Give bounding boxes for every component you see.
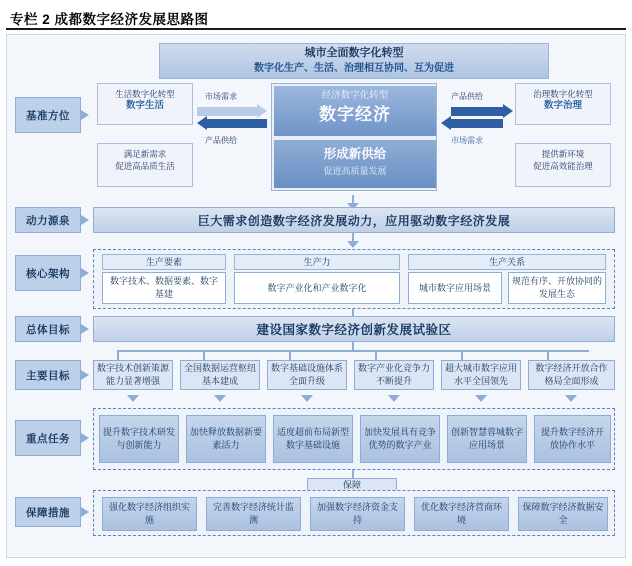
power-bar: 巨大需求创造数字经济发展动力，应用驱动数字经济发展	[93, 207, 615, 233]
core-small-label: 经济数字化转型	[321, 90, 389, 101]
title-bar	[6, 6, 626, 30]
support-measure-3: 优化数字经济营商环境	[414, 497, 509, 531]
key-tasks-group	[93, 408, 615, 470]
row-label-overall: 总体目标	[15, 316, 81, 342]
core-bottom-title: 形成新供给	[323, 147, 387, 161]
arrow-left-to-core-head	[257, 104, 267, 118]
diagram-canvas	[6, 34, 626, 558]
connector-overall-main	[352, 342, 354, 350]
left-bottom-line2: 促进高品质生活	[115, 161, 175, 171]
support-measures-group	[93, 490, 615, 536]
branch-stem-main-3	[375, 350, 377, 360]
arrow-right-to-core-head	[441, 116, 451, 130]
top-banner	[159, 43, 549, 79]
label-product-supply-left: 产品供给	[205, 136, 237, 145]
label-market-demand-right: 市场需求	[451, 136, 483, 145]
down-arrow-key-2	[301, 395, 313, 402]
left-top-highlight: 数字生活	[125, 100, 164, 111]
section-benchmark	[93, 43, 615, 195]
support-measure-1: 完善数字经济统计监测	[206, 497, 301, 531]
arrow-core-to-left-head	[197, 116, 207, 130]
left-bottom-box	[97, 143, 193, 187]
connector-core-overall	[352, 309, 354, 316]
down-arrow-key-0	[127, 395, 139, 402]
top-banner-line1: 城市全面数字化转型	[304, 47, 404, 59]
core-big-label: 数字经济	[319, 105, 391, 124]
left-top-title: 生活数字化转型	[115, 89, 175, 99]
core-bottom	[274, 140, 436, 188]
key-task-5: 提升数字经济开放协作水平	[534, 415, 611, 463]
connector-key-support	[352, 470, 354, 478]
core-cell-0: 数字技术、数据要素、数字基建	[102, 272, 226, 304]
row-label-core: 核心架构	[15, 255, 81, 291]
row-label-key: 重点任务	[15, 420, 81, 456]
core-header-2: 生产关系	[408, 254, 606, 270]
row-label-support: 保障措施	[15, 497, 81, 527]
row-label-power: 动力源泉	[15, 207, 81, 233]
right-bottom-line1: 提供新环境	[541, 149, 585, 159]
label-product-supply-right: 产品供给	[451, 92, 483, 101]
row-label-benchmark: 基准方位	[15, 97, 81, 133]
row-label-main: 主要目标	[15, 360, 81, 390]
arrow-core-to-right-head	[503, 104, 513, 118]
arrow-left-to-core-shaft	[197, 107, 257, 116]
arrow-core-to-right-shaft	[451, 107, 503, 116]
main-goal-4: 超大城市数字应用水平全国领先	[441, 360, 521, 390]
down-arrow-core	[347, 241, 359, 248]
core-digital-economy-box	[271, 83, 437, 191]
right-top-box	[515, 83, 611, 125]
key-task-3: 加快发展具有竞争优势的数字产业	[360, 415, 440, 463]
right-top-highlight: 数字治理	[543, 100, 582, 111]
core-header-1: 生产力	[234, 254, 400, 270]
right-top-title: 治理数字化转型	[533, 89, 593, 99]
arrow-core-to-left-shaft	[207, 119, 267, 128]
core-cell-1: 数字产业化和产业数字化	[234, 272, 400, 304]
right-bottom-line2: 促进高效能治理	[533, 161, 593, 171]
down-arrow-key-3	[388, 395, 400, 402]
arrow-right-to-core-shaft	[451, 119, 503, 128]
left-bottom-line1: 满足新需求	[123, 149, 167, 159]
support-measure-2: 加强数字经济资金支持	[310, 497, 405, 531]
branch-stem-main-5	[547, 350, 549, 360]
core-bottom-sub: 促进高质量发展	[323, 166, 387, 176]
core-cell-2: 城市数字应用场景	[408, 272, 502, 304]
branch-line-main	[117, 350, 589, 352]
down-arrow-key-4	[475, 395, 487, 402]
top-banner-line2: 数字化生产、生活、治理相互协同、互为促进	[254, 63, 454, 74]
right-bottom-box	[515, 143, 611, 187]
key-task-4: 创新智慧蓉城数字应用场景	[447, 415, 527, 463]
down-arrow-key-5	[565, 395, 577, 402]
branch-stem-main-2	[289, 350, 291, 360]
main-goal-1: 全国数据运营枢纽基本建成	[180, 360, 260, 390]
core-cell-3: 规范有序、开放协同的发展生态	[508, 272, 606, 304]
main-goal-3: 数字产业化竞争力不断提升	[354, 360, 434, 390]
key-task-1: 加快释放数据新要素活力	[186, 415, 266, 463]
label-market-demand-left: 市场需求	[205, 92, 237, 101]
main-goal-2: 数字基础设施体系全面升级	[267, 360, 347, 390]
main-goal-0: 数字技术创新策源能力显著增强	[93, 360, 173, 390]
down-arrow-key-1	[214, 395, 226, 402]
core-header-0: 生产要素	[102, 254, 226, 270]
overall-goal-bar: 建设国家数字经济创新发展试验区	[93, 316, 615, 342]
support-tab: 保障	[307, 478, 397, 493]
main-goal-5: 数字经济开放合作格局全面形成	[528, 360, 615, 390]
left-top-box	[97, 83, 193, 125]
branch-stem-main-0	[117, 350, 119, 360]
core-architecture-group	[93, 249, 615, 309]
branch-stem-main-4	[461, 350, 463, 360]
branch-stem-main-1	[203, 350, 205, 360]
page-title: 专栏 2 成都数字经济发展思路图	[10, 12, 209, 27]
key-task-2: 适度超前布局新型数字基础设施	[273, 415, 353, 463]
key-task-0: 提升数字技术研发与创新能力	[99, 415, 179, 463]
core-top	[274, 86, 436, 136]
support-measure-0: 强化数字经济组织实施	[102, 497, 197, 531]
support-measure-4: 保障数字经济数据安全	[518, 497, 608, 531]
